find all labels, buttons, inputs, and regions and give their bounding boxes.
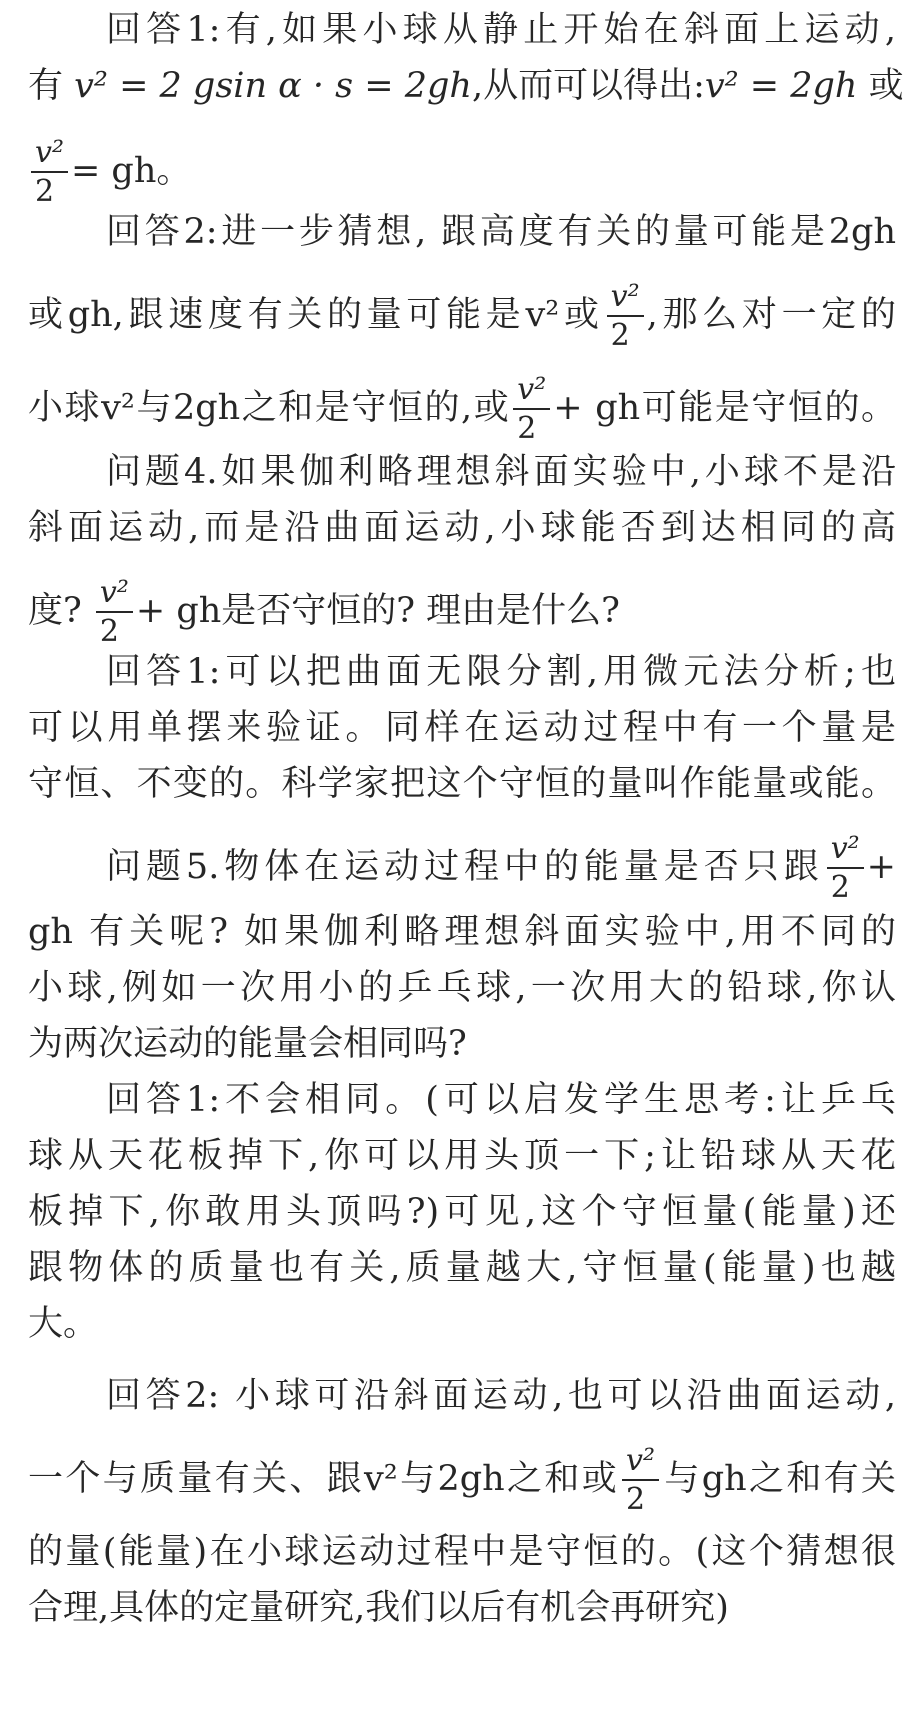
para4-line3: 守恒、不变的。科学家把这个守恒的量叫作能量或能。 bbox=[28, 764, 896, 804]
fraction-v2-over-2: $\frac{\text{v²}}{2}$ bbox=[31, 138, 68, 207]
para2-line3: 小球v²与2gh之和是守恒的,或 $\frac{\text{v²}}{2}$ + gh可能是守恒的。 bbox=[28, 372, 896, 446]
equation-v2-2gh: v² = 2gh bbox=[704, 66, 858, 106]
para6-line1: 回答1:不会相同。(可以启发学生思考:让乒乓 bbox=[106, 1080, 896, 1120]
para3-line2: 斜面运动,而是沿曲面运动,小球能否到达相同的高 bbox=[28, 508, 896, 548]
para5-line1: 问题5.物体在运动过程中的能量是否只跟 $\frac{\text{v²}}{2}$ + bbox=[106, 831, 896, 905]
para1-line2: 有 v² = 2 gsin α · s = 2gh,从而可以得出:v² = 2gh 或 bbox=[28, 66, 904, 106]
para6-line4: 跟物体的质量也有关,质量越大,守恒量(能量)也越 bbox=[28, 1248, 896, 1288]
para6-line5: 大。 bbox=[28, 1304, 99, 1344]
para5-line4: 为两次运动的能量会相同吗? bbox=[28, 1024, 467, 1064]
fraction-v2-over-2: $\frac{\text{v²}}{2}$ bbox=[827, 834, 864, 903]
para3-line1: 问题4.如果伽利略理想斜面实验中,小球不是沿 bbox=[106, 452, 896, 492]
para2-line2: 或gh,跟速度有关的量可能是v²或 $\frac{\text{v²}}{2}$ ,那么对一定的 bbox=[28, 279, 896, 353]
para6-line2: 球从天花板掉下,你可以用头顶一下;让铅球从天花 bbox=[28, 1136, 896, 1176]
para7-line2: 一个与质量有关、跟v²与2gh之和或 $\frac{\text{v²}}{2}$ 与gh之和有关 bbox=[28, 1443, 896, 1517]
para1-line1: 回答1:有,如果小球从静止开始在斜面上运动, bbox=[106, 10, 896, 50]
para4-line2: 可以用单摆来验证。同样在运动过程中有一个量是 bbox=[28, 708, 896, 748]
para7-line1: 回答2: 小球可沿斜面运动,也可以沿曲面运动, bbox=[106, 1376, 896, 1416]
para5-line2: gh 有关呢? 如果伽利略理想斜面实验中,用不同的 bbox=[28, 912, 896, 952]
fraction-v2-over-2: $\frac{\text{v²}}{2}$ bbox=[513, 375, 550, 444]
para6-line3: 板掉下,你敢用头顶吗?)可见,这个守恒量(能量)还 bbox=[28, 1192, 896, 1232]
fraction-v2-over-2: $\frac{\text{v²}}{2}$ bbox=[622, 1446, 659, 1515]
para3-line3: 度? $\frac{\text{v²}}{2}$ + gh是否守恒的? 理由是什么? bbox=[28, 575, 620, 649]
fraction-v2-over-2: $\frac{\text{v²}}{2}$ bbox=[96, 578, 133, 647]
para7-line4: 合理,具体的定量研究,我们以后有机会再研究) bbox=[28, 1588, 729, 1628]
para5-line3: 小球,例如一次用小的乒乓球,一次用大的铅球,你认 bbox=[28, 968, 896, 1008]
equation-v2-2gsin: v² = 2 gsin α · s = 2gh bbox=[74, 66, 472, 106]
para1-line3: $\frac{\text{v²}}{2}$ = gh。 bbox=[28, 138, 896, 207]
fraction-v2-over-2: $\frac{\text{v²}}{2}$ bbox=[607, 282, 644, 351]
para2-line1: 回答2:进一步猜想, 跟高度有关的量可能是2gh bbox=[106, 212, 896, 252]
para4-line1: 回答1:可以把曲面无限分割,用微元法分析;也 bbox=[106, 652, 896, 692]
para7-line3: 的量(能量)在小球运动过程中是守恒的。(这个猜想很 bbox=[28, 1532, 896, 1572]
